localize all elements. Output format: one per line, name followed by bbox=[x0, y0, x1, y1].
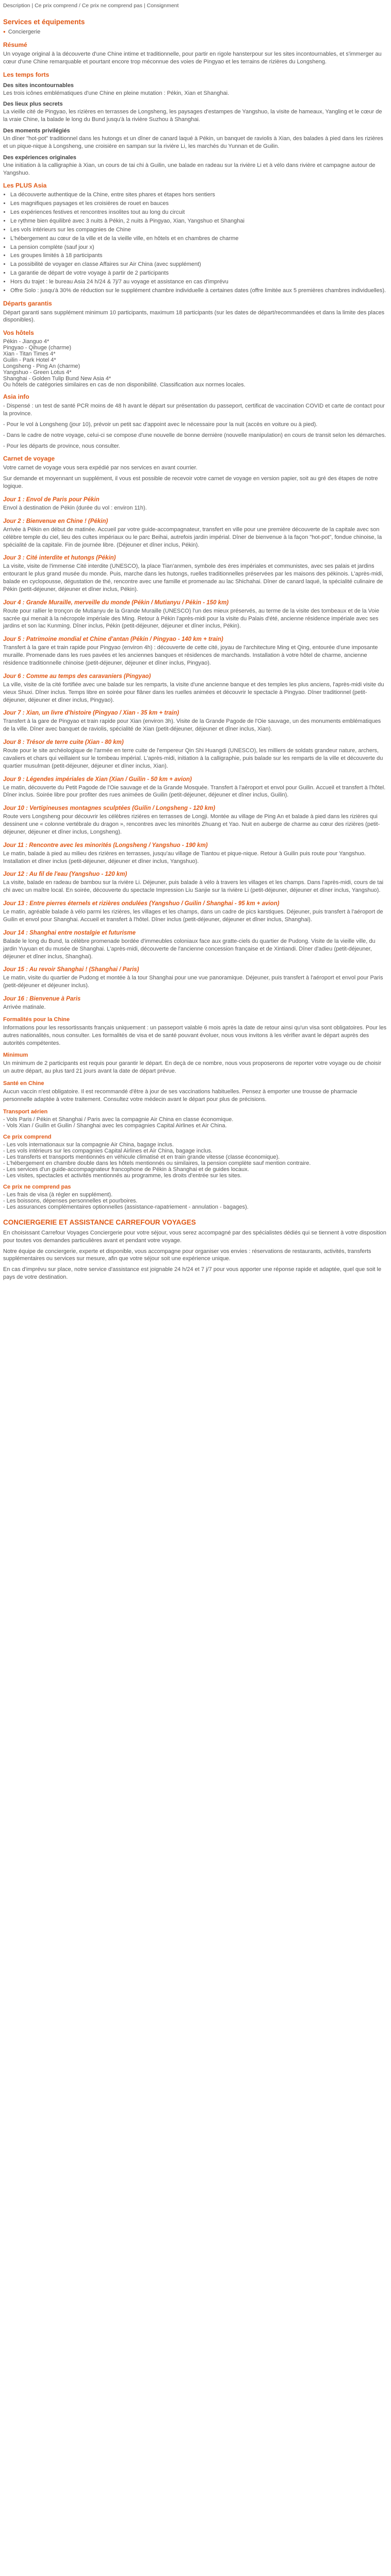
top-nav-links[interactable]: Description | Ce prix comprend / Ce prix ne comprend pas | Consignment bbox=[3, 3, 179, 9]
plus-item: • Les vols intérieurs sur les compagnies de Chine bbox=[10, 226, 388, 234]
hotel-line: Yangshuo - Green Lotus 4* bbox=[3, 369, 72, 376]
hotels-title: Vos hôtels bbox=[3, 329, 34, 337]
day-text: Le matin, visite du quartier de Pudong et montée à la tour Shanghai pour une vue panoramique. Déjeuner, puis transfert à l'aéroport et envol pour Paris (petit-déjeuner et déjeuner inclus). bbox=[3, 975, 383, 989]
conciergerie-para: En choisissant Carrefour Voyages Conciergerie pour votre séjour, vous serez accompagné par des spécialistes dédiés qui se tiennent à votre disposition pour toutes vos demandes particulières avant et pendant votre voyage. bbox=[3, 1229, 386, 1244]
day-title: Jour 15 : Au revoir Shanghai ! (Shanghai / Paris) bbox=[3, 967, 139, 973]
prix-pas-item: - Les boissons, dépenses personnelles et pourboires. bbox=[3, 1197, 138, 1204]
prix-comprend-item: - Les vols internationaux sur la compagnie Air China, bagage inclus. bbox=[3, 1141, 174, 1148]
day-title: Jour 9 : Légendes impériales de Xian (Xian / Guilin - 50 km + avion) bbox=[3, 776, 192, 783]
minimum-text: Un minimum de 2 participants est requis pour garantir le départ. En deçà de ce nombre, nous vous proposerons de reporter votre voyage ou de choisir un autre départ, au plus tard 21 jours avant la date de départ prévue. bbox=[3, 1060, 382, 1075]
day-title: Jour 12 : Au fil de l'eau (Yangshuo - 120 km) bbox=[3, 871, 127, 878]
plus-item: • Les magnifiques paysages et les croisières de rouet en bauces bbox=[10, 200, 388, 208]
services-list bbox=[3, 28, 388, 36]
prix-comprend-item: - Les transferts et transports mentionnés en véhicule climatisé et en train grande vitesse (classe économique). bbox=[3, 1154, 280, 1160]
day-title: Jour 4 : Grande Muraille, merveille du monde (Pékin / Mutianyu / Pékin - 150 km) bbox=[3, 599, 229, 606]
day-text: La visite, visite de l'immense Cité interdite (UNESCO), la place Tian'anmen, symbole des ères impériales et communistes, avec ses palais et jardins entourant le plus grand musée du monde. Puis, marche dans les hutongs, ruelles traditionnelles préservées par les maisons des pékinois. L'après-midi, balade en cyclopousse, dégustation de thé, rencontre avec une famille et promenade au lac Shichahai. Dîner de canard laqué, la spécialité culinaire de Pékin (petit-déjeuner, déjeuner et dîner inclus, Pékin). bbox=[3, 563, 384, 592]
plus-item: • La garantie de départ de votre voyage à partir de 2 participants bbox=[10, 269, 388, 277]
day-text: Arrivée matinale. bbox=[3, 1004, 46, 1011]
temps-fort-head: Des lieux plus secrets bbox=[3, 101, 63, 108]
day-text: Balade le long du Bund, la célèbre promenade bordée d'immeubles coloniaux face aux gratte-ciels du quartier de Pudong. Visite de la vieille ville, du jardin Yuyuan et du musée de Shanghai. L'après-midi, découverte de l'ancienne concession française et de Xintiandi. Dîner d'adieu (petit-déjeuner, déjeuner et dîner inclus, Shanghai). bbox=[3, 938, 376, 960]
sante-text: Aucun vaccin n'est obligatoire. Il est recommandé d'être à jour de ses vaccinations habituelles. Pensez à emporter une trousse de pharmacie personnelle adaptée à votre traitement. Consultez votre médecin avant le départ pour plus de précisions. bbox=[3, 1089, 357, 1103]
day-text: La ville, visite de la cité fortifiée avec une balade sur les remparts, la visite d'une ancienne banque et des temples les plus anciens, l'après-midi visite du vieux Shuxi. Dîner inclus. Temps libre en soirée pour flâner dans les ruelles animées et découvrir le spectacle à Pingyao. Dîner traditionnel (petit-déjeuner, déjeuner et dîner inclus, Pingyao). bbox=[3, 681, 384, 703]
day-title: Jour 5 : Patrimoine mondial et Chine d'antan (Pékin / Pingyao - 140 km + train) bbox=[3, 636, 223, 643]
transport-title: Transport aérien bbox=[3, 1108, 48, 1115]
asia-info-item: - Pour les départs de province, nous consulter. bbox=[3, 443, 120, 449]
prix-comprend-item: - Les services d'un guide-accompagnateur francophone de Pékin à Shanghai et de guides locaux. bbox=[3, 1166, 249, 1173]
day-text: Arrivée à Pékin en début de matinée. Accueil par votre guide-accompagnateur, transfert en ville pour une première découverte de la capitale avec son célèbre temple du ciel, lieu des cultes impériaux ou le parc Beihai, autrefois jardin impérial. Dîner de bienvenue à la façon "hot-pot", fondue chinoise, la spécialité de la capitale. Fin de journée libre. (Déjeuner et dîner inclus, Pékin). bbox=[3, 526, 382, 548]
conciergerie-para: Notre équipe de conciergerie, experte et disponible, vous accompagne pour organiser vos envies : réservations de restaurants, activités, transferts supplémentaires ou services sur mesure, afin que votre séjour soit une expérience unique. bbox=[3, 1248, 371, 1262]
conciergerie-para: En cas d'imprévu sur place, notre service d'assistance est joignable 24 h/24 et 7 j/7 pour vous apporter une réponse rapide et adaptée, quel que soit le pays de votre destination. bbox=[3, 1266, 382, 1281]
transport-line: - Vols Xian / Guilin et Guilin / Shanghai avec les compagnies Capital Airlines et Air China. bbox=[3, 1122, 227, 1129]
asia-info-item: - Dispensé : un test de santé PCR moins de 48 h avant le départ sur présentation du passeport, certificat de vaccination COVID et carte de contact pour la province. bbox=[3, 403, 385, 417]
plus-item: • Hors du trajet : le bureau Asia 24 h/24 & 7j/7 au voyage et assistance en cas d'imprévu bbox=[10, 278, 388, 286]
day-text: Transfert à la gare et train rapide pour Pingyao (environ 4h) : découverte de cette cité, joyau de l'architecture Ming et Qing, entourée d'une imposante muraille. Promenade dans les rues pavées et les anciennes banques et résidences de marchands. Installation à votre hôtel de charme, ancienne résidence traditionnelle chinoise (petit-déjeuner, déjeuner et dîner inclus, Pingyao). bbox=[3, 645, 378, 666]
plus-item: • Le rythme bien équilibré avec 3 nuits à Pékin, 2 nuits à Pingyao, Xian, Yangshuo et Shanghai bbox=[10, 217, 388, 225]
plus-item: • Les groupes limités à 18 participants bbox=[10, 252, 388, 260]
temps-fort-text: Une initiation à la calligraphie à Xian, un cours de tai chi à Guilin, une balade en radeau sur la rivière Li et à vélo dans rivière et campagne autour de Yangshuo. bbox=[3, 162, 376, 176]
resume-title: Résumé bbox=[3, 41, 27, 48]
temps-fort-head: Des expériences originales bbox=[3, 154, 76, 161]
itinerary bbox=[3, 497, 388, 1011]
temps-fort-head: Des sites incontournables bbox=[3, 82, 74, 89]
hotel-line: Longsheng - Ping An (charme) bbox=[3, 363, 80, 370]
departs-text: Départ garanti sans supplément minimum 10 participants, maximum 18 participants (sur les dates de départ/recommandées et dans la limite des places disponibles). bbox=[3, 309, 385, 324]
day-title: Jour 2 : Bienvenue en Chine ! (Pékin) bbox=[3, 518, 108, 524]
sante-title: Santé en Chine bbox=[3, 1080, 44, 1087]
day-text: Le matin, balade à pied au milieu des rizières en terrasses, jusqu'au village de Tiantou et pique-nique. Retour à Guilin puis route pour Yangshuo. Installation et dîner inclus (petit-déjeuner, déjeuner et dîner inclus, Yangshuo). bbox=[3, 850, 366, 865]
formalites-text: Informations pour les ressortissants français uniquement : un passeport valable 6 mois après la date de retour ainsi qu'un visa sont obligatoires. Pour les autres nationalités, nous consulter. Les formalités de visa et de santé pouvant évoluer, nous vous invitons à les vérifier avant le départ auprès des autorités compétentes. bbox=[3, 1024, 387, 1046]
transport-line: - Vols Paris / Pékin et Shanghai / Paris avec la compagnie Air China en classe économique. bbox=[3, 1116, 234, 1123]
page bbox=[0, 0, 391, 1281]
prix-pas-item: - Les assurances complémentaires optionnelles (assistance-rapatriement - annulation - bagages). bbox=[3, 1204, 249, 1210]
conciergerie-title: CONCIERGERIE ET ASSISTANCE CARREFOUR VOYAGES bbox=[3, 1218, 196, 1226]
prix-comprend-item: - L'hébergement en chambre double dans les hôtels mentionnés ou similaires, la pension complète sauf mention contraire. bbox=[3, 1160, 311, 1166]
plus-item: • La pension complète (sauf jour x) bbox=[10, 244, 388, 251]
day-text: Le matin, découverte du Petit Pagode de l'Oie sauvage et de la Grande Mosquée. Transfert à l'aéroport et envol pour Guilin. Accueil et transfert à l'hôtel. Dîner inclus. Soirée libre pour profiter des rues animées de Guilin (petit-déjeuner, déjeuner et dîner inclus, Guilin). bbox=[3, 784, 386, 799]
prix-pas-list bbox=[3, 1192, 388, 1210]
asia-info-item: - Dans le cadre de notre voyage, celui-ci se compose d'une nouvelle de bonne dernière (nouvelle manipulation) en cours de transit selon les démarches. bbox=[3, 432, 386, 438]
day-text: Route vers Longsheng pour découvrir les célèbres rizières en terrasses de Longji. Montée au village de Ping An et balade à pied dans les rizières qui dessinent une « colonne vertébrale du dragon », rencontres avec les minorités Zhuang et Yao. Nuit en auberge de charme au cœur des rizières (petit-déjeuner, déjeuner et dîner inclus, Longsheng). bbox=[3, 814, 380, 835]
plus-item: • L'hébergement au cœur de la ville et de la vieille ville, en hôtels et en chambres de charme bbox=[10, 235, 388, 243]
departs-title: Départs garantis bbox=[3, 299, 52, 307]
day-title: Jour 8 : Trésor de terre cuite (Xian - 80 km) bbox=[3, 739, 124, 746]
prix-pas-title: Ce prix ne comprend pas bbox=[3, 1183, 71, 1190]
plus-asia-title: Les PLUS Asia bbox=[3, 182, 47, 190]
temps-forts-blocks bbox=[3, 82, 388, 177]
temps-fort-text: Un dîner "hot-pot" traditionnel dans les hutongs et un dîner de canard laqué à Pékin, un banquet de raviolis à Xian, des balades à pied dans les rizières et un pique-nique à Longsheng, une croisière en sampan sur la rivière Li, les marchés du Yunnan et de Guilin. bbox=[3, 135, 383, 149]
services-item: ● Conciergerie bbox=[3, 28, 388, 36]
prix-comprend-title: Ce prix comprend bbox=[3, 1133, 52, 1140]
temps-fort-text: La vieille cité de Pingyao, les rizières en terrasses de Longsheng, les paysages d'estampes de Yangshuo, la visite de hameaux, Yangling et le cœur de la vraie Chine, la balade le long du Bund jusqu'à la rivière Suzhou à Shanghai. bbox=[3, 109, 382, 123]
temps-fort-text: Les trois icônes emblématiques d'une Chine en pleine mutation : Pékin, Xian et Shanghai. bbox=[3, 90, 230, 96]
temps-forts-title: Les temps forts bbox=[3, 71, 50, 78]
hotel-line: Ou hôtels de catégories similaires en cas de non disponibilité. Classification aux normes locales. bbox=[3, 382, 246, 388]
day-text: Route pour le site archéologique de l'armée en terre cuite de l'empereur Qin Shi Huangdi (UNESCO), les milliers de soldats grandeur nature, archers, cavaliers et chars qui veillaient sur le tombeau impérial. L'après-midi, initiation à la calligraphie, puis balade sur les remparts de la ville et découverte du quartier musulman (petit-déjeuner, déjeuner et dîner inclus, Xian). bbox=[3, 748, 383, 769]
prix-comprend-item: - Les vols intérieurs sur les compagnies Capital Airlines et Air China, bagage inclus. bbox=[3, 1147, 213, 1154]
plus-item: • Offre Solo : jusqu'à 30% de réduction sur le supplément chambre individuelle à certaines dates (offre limitée aux 5 premières chambres individuelles). bbox=[10, 287, 388, 295]
day-title: Jour 10 : Vertigineuses montagnes sculptées (Guilin / Longsheng - 120 km) bbox=[3, 805, 216, 812]
day-title: Jour 14 : Shanghai entre nostalgie et futurisme bbox=[3, 929, 136, 936]
day-text: Route pour rallier le tronçon de Mutianyu de la Grande Muraille (UNESCO) l'un des mieux préservés, au terme de la visite des tombeaux et de la Voie sacrée qui menait à la nécropole impériale des Ming. Retour à Pékin l'après-midi pour la visite du Palais d'été, ancienne résidence impériale avec ses jardins et son lac Kunming. Dîner inclus, Pékin (petit-déjeuner, déjeuner et dîner inclus, Pékin). bbox=[3, 607, 380, 630]
day-title: Jour 1 : Envol de Paris pour Pékin bbox=[3, 497, 100, 503]
hotel-line: Guilin - Park Hotel 4* bbox=[3, 357, 56, 364]
plus-item: • La possibilité de voyager en classe Affaires sur Air China (avec supplément) bbox=[10, 261, 388, 268]
day-text: Le matin, agréable balade à vélo parmi les rizières, les villages et les champs, dans un cadre de pics karstiques. Déjeuner, puis transfert à l'aéroport de Guilin et envol pour Shanghai. Accueil et transfert à l'hôtel. Dîner inclus (petit-déjeuner, déjeuner et dîner inclus, Shanghai). bbox=[3, 909, 383, 923]
resume-text: Un voyage original à la découverte d'une Chine intime et traditionnelle, pour partir en rigole hansterpour sur les sites incontournables, et s'immerger au cœur d'une Chine remarquable et pourtant encore trop méconnue des voies de Pingyao et les terrains de rizières du Longsheng. bbox=[3, 50, 382, 65]
hotel-line: Shanghai - Golden Tulip Bund New Asia 4* bbox=[3, 376, 111, 382]
plus-item: • La découverte authentique de la Chine, entre sites phares et étapes hors sentiers bbox=[10, 191, 388, 199]
hotels-list bbox=[3, 338, 388, 388]
plus-asia-list bbox=[3, 191, 388, 294]
day-title: Jour 3 : Cité interdite et hutongs (Pékin) bbox=[3, 555, 116, 562]
carnet-line: Votre carnet de voyage vous sera expédié par nos services en avant courrier. bbox=[3, 465, 198, 471]
formalites-title: Formalités pour la Chine bbox=[3, 1016, 70, 1023]
asia-info-list bbox=[3, 402, 388, 450]
hotel-line: Pingyao - Qihuge (charme) bbox=[3, 345, 72, 351]
carnet-title: Carnet de voyage bbox=[3, 455, 55, 463]
day-title: Jour 16 : Bienvenue à Paris bbox=[3, 996, 81, 1003]
day-text: Envol à destination de Pékin (durée du vol : environ 11h). bbox=[3, 505, 147, 511]
prix-comprend-list bbox=[3, 1142, 388, 1179]
day-title: Jour 13 : Entre pierres éternels et rizières ondulées (Yangshuo / Guilin / Shanghai - 95 km + avion) bbox=[3, 901, 280, 907]
minimum-title: Minimum bbox=[3, 1052, 28, 1059]
prix-pas-item: - Les frais de visa (à régler en supplément). bbox=[3, 1191, 113, 1198]
hotel-line: Pékin - Jianguo 4* bbox=[3, 338, 50, 345]
day-title: Jour 7 : Xian, un livre d'histoire (Pingyao / Xian - 35 km + train) bbox=[3, 710, 180, 717]
day-text: Transfert à la gare de Pingyao et train rapide pour Xian (environ 3h). Visite de la Grande Pagode de l'Oie sauvage, un des monuments emblématiques de la ville. Dîner avec banquet de raviolis, spécialité de Xian (petit-déjeuner, déjeuner et dîner inclus, Xian). bbox=[3, 718, 381, 733]
asia-info-item: - Pour le vol à Longsheng (jour 10), prévoir un petit sac d'appoint avec le nécessaire pour la nuit (accès en voiture ou à pied). bbox=[3, 421, 318, 428]
carnet-line: Sur demande et moyennant un supplément, il vous est possible de recevoir votre carnet de voyage en version papier, soit au gré des étapes de notre logique. bbox=[3, 476, 378, 490]
temps-fort-head: Des moments privilégiés bbox=[3, 128, 70, 134]
plus-item: • Les expériences festives et rencontres insolites tout au long du circuit bbox=[10, 209, 388, 216]
asia-info-title: Asia info bbox=[3, 393, 29, 401]
day-title: Jour 11 : Rencontre avec les minorités (Longsheng / Yangshuo - 190 km) bbox=[3, 842, 208, 849]
day-text: La visite, balade en radeau de bambou sur la rivière Li. Déjeuner, puis balade à vélo à travers les villages et les champs. Dans l'après-midi, cours de tai chi avec un maître local. En soirée, découverte du spectacle Impression Liu Sanjie sur la rivière Li (petit-déjeuner, déjeuner et dîner inclus, Yangshuo). bbox=[3, 879, 384, 894]
services-title: Services et équipements bbox=[3, 18, 85, 26]
hotel-line: Xian - Titan Times 4* bbox=[3, 351, 56, 358]
prix-comprend-item: - Les visites, spectacles et activités mentionnés au programme, les droits d'entrée sur les sites. bbox=[3, 1172, 242, 1179]
day-title: Jour 6 : Comme au temps des caravaniers (Pingyao) bbox=[3, 673, 151, 680]
